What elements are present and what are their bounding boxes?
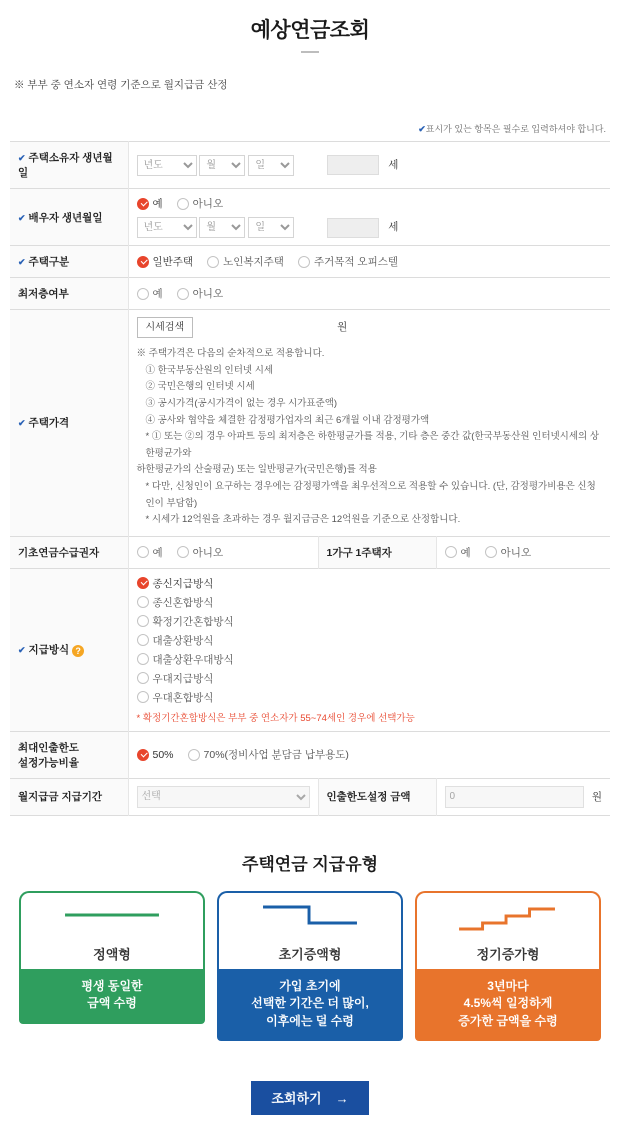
spouse-radio-yes[interactable]: 예 (137, 196, 163, 211)
pay-method-option-3[interactable]: 대출상환방식 (137, 633, 603, 648)
radio-dot-icon (137, 672, 149, 684)
required-check-icon: ✔ (18, 153, 26, 163)
label-withdraw-limit: 인출한도설정 금액 (318, 778, 436, 815)
required-note-text: 표시가 있는 항목은 필수로 입력하셔야 합니다. (425, 124, 606, 134)
guide-line-1: ① 한국부동산원의 인터넷 시세 (145, 364, 274, 376)
pay-method-option-2[interactable]: 확정기간혼합방식 (137, 614, 603, 629)
house-type-option-senior[interactable]: 노인복지주택 (207, 254, 284, 269)
cell-pay-method (128, 568, 610, 731)
radio-dot-icon (137, 653, 149, 665)
radio-dot-icon (207, 256, 219, 268)
label-house-type: ✔ 주택구분 (10, 246, 128, 278)
pay-period-select[interactable] (137, 786, 310, 808)
label-pay-method: ✔ 지급방식 ? (10, 568, 128, 731)
table-row-basic-pension (10, 536, 610, 568)
required-check-icon: ✔ (18, 257, 26, 267)
pay-method-options (137, 576, 603, 705)
basic-pension-option-yes[interactable]: 예 (137, 545, 163, 560)
radio-dot-icon (445, 546, 457, 558)
label-max-ratio (10, 731, 128, 778)
one-house-option-yes[interactable]: 예 (445, 545, 471, 560)
radio-dot-selected-icon (137, 256, 149, 268)
radio-dot-selected-icon (137, 749, 149, 761)
table-row-spouse-birth (10, 189, 610, 246)
radio-dot-icon (137, 691, 149, 703)
required-field-note (10, 122, 610, 135)
label-max-ratio-line2: 설정가능비율 (18, 756, 79, 769)
radio-dot-selected-icon (137, 198, 149, 210)
card-desc-increasing-line1: 3년마다 (487, 978, 529, 993)
owner-birth-year-select[interactable] (137, 155, 197, 176)
table-row-house-type (10, 246, 610, 278)
low-floor-option-no[interactable]: 아니오 (177, 286, 223, 301)
cell-one-house (436, 536, 610, 568)
radio-dot-icon (177, 198, 189, 210)
payment-type-card-fixed[interactable] (19, 891, 205, 1041)
payment-type-card-increasing[interactable] (415, 891, 601, 1041)
pay-method-option-5[interactable]: 우대지급방식 (137, 671, 603, 686)
label-pay-period: 월지급금 지급기간 (10, 778, 128, 815)
radio-dot-icon (298, 256, 310, 268)
spouse-radio-no[interactable]: 아니오 (177, 196, 223, 211)
cell-max-ratio (128, 731, 610, 778)
guide-line-8: * 시세가 12억원을 초과하는 경우 월지급금은 12억원을 기준으로 산정합니다. (145, 514, 461, 526)
pension-form-table (10, 141, 610, 816)
house-type-option-officetel[interactable]: 주거목적 오피스텔 (298, 254, 398, 269)
label-owner-birth: ✔ 주택소유자 생년월일 (10, 142, 128, 189)
label-house-price: ✔ 주택가격 (10, 310, 128, 537)
label-spouse-birth: ✔ 배우자 생년월일 (10, 189, 128, 246)
pay-method-option-6[interactable]: 우대혼합방식 (137, 690, 603, 705)
card-desc-increasing-line2: 4.5%씩 일정하게 (463, 996, 553, 1011)
house-price-guide (137, 346, 603, 529)
owner-birth-day-select[interactable] (248, 155, 294, 176)
required-check-icon: ✔ (18, 418, 26, 429)
arrow-right-icon: → (335, 1091, 349, 1107)
house-price-unit: 원 (337, 321, 348, 334)
page-notice: ※ 부부 중 연소자 연령 기준으로 월지급금 산정 (14, 79, 228, 91)
pay-method-note: * 확정기간혼합방식은 부부 중 연소자가 55~74세인 경우에 선택가능 (136, 712, 415, 724)
cell-low-floor (128, 278, 610, 310)
owner-age-display (327, 155, 379, 175)
radio-dot-icon (485, 546, 497, 558)
required-check-icon: ✔ (18, 212, 26, 223)
withdraw-limit-input[interactable] (445, 786, 584, 808)
card-desc-front-loaded-line2: 선택한 기간은 더 많이, (251, 996, 369, 1011)
one-house-option-no[interactable]: 아니오 (485, 545, 531, 560)
house-price-input[interactable] (193, 317, 333, 338)
card-desc-increasing-line3: 증가한 금액을 수령 (458, 1013, 558, 1028)
spouse-birth-day-select[interactable] (248, 217, 294, 238)
cell-spouse-birth (128, 189, 610, 246)
label-max-ratio-line1: 최대인출한도 (18, 741, 79, 754)
owner-birth-month-select[interactable] (199, 155, 245, 176)
price-search-button[interactable]: 시세검색 (137, 317, 194, 338)
cell-owner-birth (128, 142, 610, 189)
title-underline (301, 51, 319, 53)
search-submit-button[interactable] (251, 1081, 369, 1115)
max-ratio-option-70[interactable]: 70%(정비사업 분담금 납부용도) (188, 747, 349, 762)
radio-dot-selected-icon (137, 577, 149, 589)
spouse-age-unit: 세 (388, 221, 399, 234)
cell-house-price (128, 310, 610, 537)
page-title: 예상연금조회 (250, 19, 370, 42)
table-row-pay-method (10, 568, 610, 731)
card-desc-front-loaded-line3: 이후에는 덜 수령 (266, 1013, 354, 1028)
radio-dot-icon (137, 615, 149, 627)
radio-dot-icon (137, 288, 149, 300)
radio-dot-icon (137, 546, 149, 558)
guide-line-2: ② 국민은행의 인터넷 시세 (145, 381, 255, 393)
basic-pension-option-no[interactable]: 아니오 (177, 545, 223, 560)
required-check-icon: ✔ (18, 645, 26, 656)
submit-area (10, 1081, 610, 1115)
label-basic-pension: 기초연금수급권자 (10, 536, 128, 568)
table-row-max-ratio (10, 731, 610, 778)
table-row-low-floor (10, 278, 610, 310)
label-one-house: 1가구 1주택자 (318, 536, 436, 568)
house-type-option-general[interactable]: 일반주택 (137, 254, 194, 269)
label-low-floor: 최저층여부 (10, 278, 128, 310)
card-desc-fixed-line2: 금액 수령 (87, 996, 137, 1011)
card-desc-front-loaded-line1: 가입 초기에 (279, 978, 341, 993)
pay-method-option-1[interactable]: 종신혼합방식 (137, 595, 603, 610)
owner-age-unit: 세 (388, 158, 399, 171)
card-top-increasing (415, 891, 601, 969)
check-icon: ✔ (418, 124, 426, 134)
help-icon[interactable]: ? (72, 645, 84, 657)
card-top-fixed (19, 891, 205, 969)
table-row-owner-birth (10, 142, 610, 189)
payment-type-cards (10, 891, 610, 1041)
cell-withdraw-limit (436, 778, 610, 815)
spouse-birth-year-select[interactable] (137, 217, 197, 238)
pay-method-option-0[interactable]: 종신지급방식 (137, 576, 603, 591)
spouse-birth-month-select[interactable] (199, 217, 245, 238)
radio-dot-icon (188, 749, 200, 761)
card-name-front-loaded: 초기증액형 (278, 946, 342, 962)
guide-line-7: * 다만, 신청인이 요구하는 경우에는 감정평가액을 최우선적으로 적용할 수 있습니다. (단, 감정평가비용은 신청인이 부담함) (145, 481, 596, 509)
radio-dot-icon (137, 596, 149, 608)
payment-type-card-front-loaded[interactable] (217, 891, 403, 1041)
card-desc-fixed-line1: 평생 동일한 (81, 978, 143, 993)
cell-basic-pension (128, 536, 318, 568)
radio-dot-icon (177, 546, 189, 558)
pay-method-option-4[interactable]: 대출상환우대방식 (137, 652, 603, 667)
card-desc-increasing (415, 969, 601, 1041)
card-name-fixed: 정액형 (93, 946, 131, 962)
max-ratio-option-50[interactable]: 50% (137, 749, 174, 761)
payment-types-title: 주택연금 지급유형 (241, 854, 379, 874)
spouse-age-display (327, 218, 379, 238)
guide-line-4: ④ 공사와 협약을 체결한 감정평가업자의 최근 6개월 이내 감정평가액 (145, 414, 430, 426)
card-top-front-loaded (217, 891, 403, 969)
withdraw-limit-unit: 원 (591, 791, 602, 804)
low-floor-option-yes[interactable]: 예 (137, 286, 163, 301)
card-desc-fixed (19, 969, 205, 1024)
guide-line-0: ※ 주택가격은 다음의 순차적으로 적용합니다. (136, 348, 325, 359)
cell-pay-period (128, 778, 318, 815)
card-name-increasing: 정기증가형 (476, 946, 540, 962)
submit-label: 조회하기 (271, 1091, 322, 1107)
table-row-house-price (10, 310, 610, 537)
guide-line-3: ③ 공시가격(공시가격이 없는 경우 시가표준액) (145, 397, 338, 409)
cell-house-type (128, 246, 610, 278)
card-desc-front-loaded (217, 969, 403, 1041)
guide-line-6: 하한평균가의 산술평균) 또는 일반평균가(국민은행)를 적용 (136, 464, 377, 476)
radio-dot-icon (177, 288, 189, 300)
guide-line-5: * ① 또는 ②의 경우 아파트 등의 최저층은 하한평균가를 적용, 기타 층은 중간 값(한국부동산원 인터넷시세의 상한평균가와 (145, 431, 600, 459)
table-row-pay-period (10, 778, 610, 815)
radio-dot-icon (137, 634, 149, 646)
